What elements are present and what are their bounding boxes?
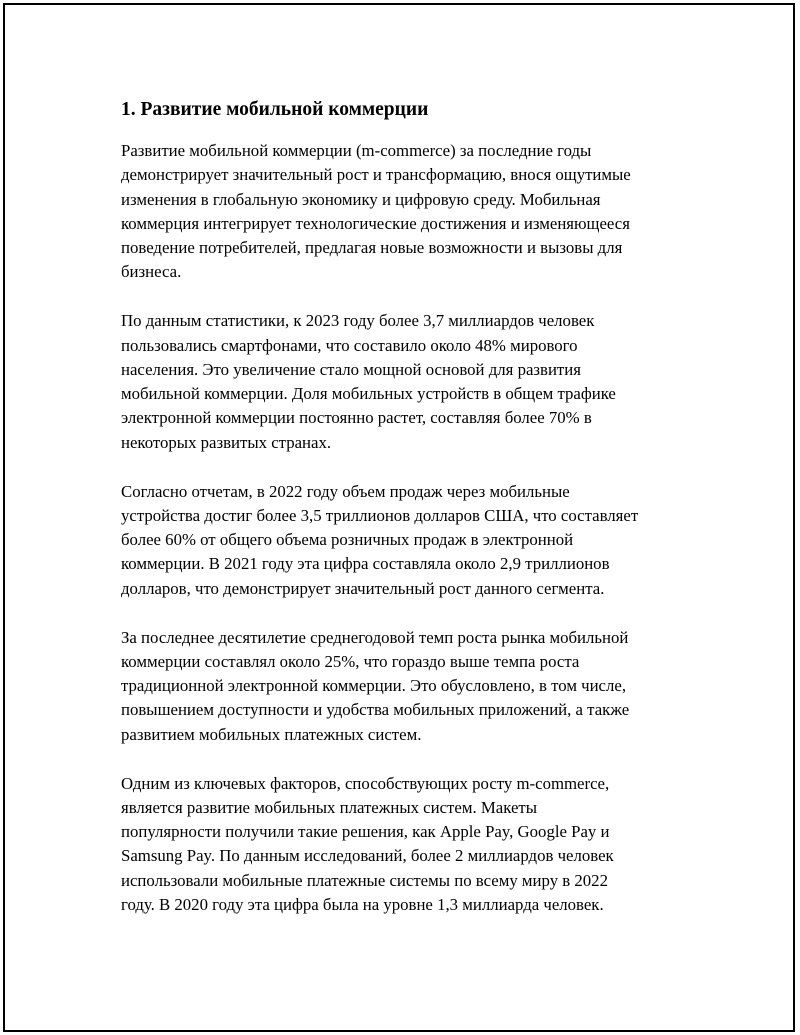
- text-line: долларов, что демонстрирует значительный рост данного сегмента.: [121, 578, 605, 598]
- text-line: более 60% от общего объема розничных продаж в электронной: [121, 530, 574, 550]
- text-line: коммерция интегрирует технологические достижения и изменяющееся: [121, 213, 630, 233]
- page-frame: [3, 3, 795, 1032]
- text-line: электронной коммерции постоянно растет, составляя более 70% в: [121, 408, 592, 428]
- paragraph-1: [121, 139, 701, 285]
- text-line: устройства достиг более 3,5 триллионов долларов США, что составляет: [121, 505, 639, 525]
- paragraph-5: [121, 772, 701, 918]
- paragraph-2: [121, 309, 701, 455]
- text-line: поведение потребителей, предлагая новые возможности и вызовы для: [121, 238, 623, 258]
- text-line: Согласно отчетам, в 2022 году объем продаж через мобильные: [121, 481, 570, 501]
- text-line: Развитие мобильной коммерции (m-commerce) за последние годы: [121, 141, 592, 160]
- document-body: [121, 97, 701, 942]
- text-line: использовали мобильные платежные системы по всему миру в 2022: [121, 870, 608, 890]
- text-line: демонстрирует значительный рост и трансформацию, внося ощутимые: [121, 165, 631, 185]
- section-heading: 1. Развитие мобильной коммерции: [121, 99, 429, 120]
- paragraph-4: [121, 626, 701, 747]
- text-line: За последнее десятилетие среднегодовой темп роста рынка мобильной: [121, 627, 629, 647]
- text-line: году. В 2020 году эта цифра была на уровне 1,3 миллиарда человек.: [121, 895, 604, 915]
- text-line: коммерции. В 2021 году эта цифра составляла около 2,9 триллионов: [121, 554, 610, 574]
- text-line: По данным статистики, к 2023 году более 3,7 миллиардов человек: [121, 311, 595, 331]
- text-line: развитием мобильных платежных систем.: [121, 724, 422, 744]
- text-line: повышением доступности и удобства мобильных приложений, а также: [121, 700, 630, 720]
- text-line: изменения в глобальную экономику и цифровую среду. Мобильная: [121, 189, 601, 209]
- text-line: Одним из ключевых факторов, способствующих росту m-commerce,: [121, 773, 610, 793]
- text-line: пользовались смартфонами, что составило около 48% мирового: [121, 335, 578, 355]
- text-line: популярности получили такие решения, как Apple Pay, Google Pay и: [121, 822, 610, 842]
- text-line: является развитие мобильных платежных систем. Макеты: [121, 797, 538, 817]
- text-line: Samsung Pay. По данным исследований, более 2 миллиардов человек: [121, 846, 614, 866]
- text-line: коммерции составлял около 25%, что гораздо выше темпа роста: [121, 651, 580, 671]
- paragraph-3: [121, 480, 701, 601]
- text-line: мобильной коммерции. Доля мобильных устройств в общем трафике: [121, 384, 616, 404]
- text-line: бизнеса.: [121, 262, 182, 282]
- text-line: некоторых развитых странах.: [121, 432, 332, 452]
- text-line: традиционной электронной коммерции. Это обусловлено, в том числе,: [121, 676, 627, 696]
- text-line: населения. Это увеличение стало мощной основой для развития: [121, 359, 581, 379]
